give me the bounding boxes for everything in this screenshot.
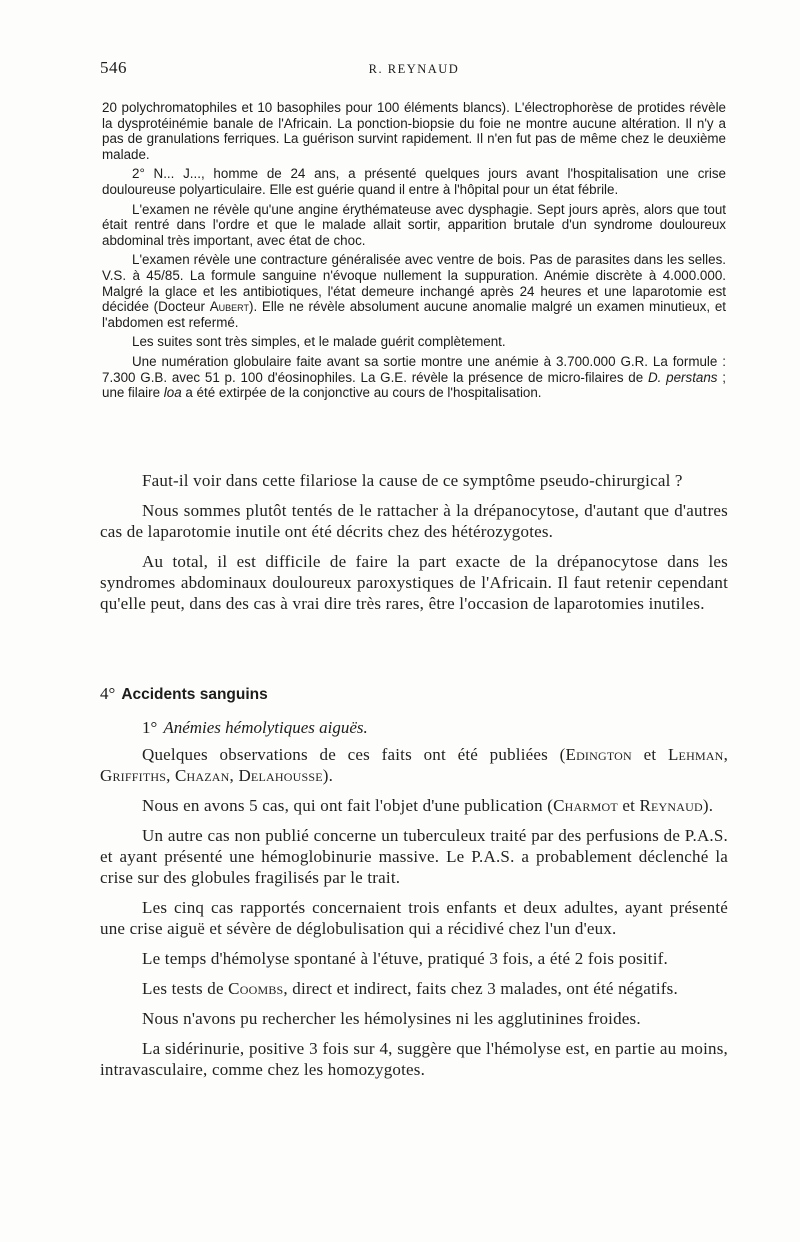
section-paragraph-7: Nous n'avons pu rechercher les hémolysines ni les agglutinines froides. (142, 1009, 641, 1028)
section-paragraph-8: La sidérinurie, positive 3 fois sur 4, suggère que l'hémolyse est, en partie au moins, intravasculaire, comme chez les homozygotes. (100, 1039, 728, 1079)
section-paragraph-3: Un autre cas non publié concerne un tuberculeux traité par des perfusions de P.A.S. et ayant présenté une hémoglobinurie massive. Le P.A.S. a probablement déclenché la crise sur des globules fragilisés par le trait. (100, 826, 728, 887)
body-paragraph-3: Au total, il est difficile de faire la part exacte de la drépanocytose dans les syndromes abdominaux douloureux paroxystiques de l'Africain. Il faut retenir cependant qu'elle peut, dans des cas à vrai dire très rares, être l'occasion de laparotomies inutiles. (100, 552, 728, 613)
page-number: 546 (100, 58, 127, 77)
subsection-heading (142, 718, 728, 738)
section-heading (100, 684, 728, 704)
section-paragraph-4: Les cinq cas rapportés concernaient trois enfants et deux adultes, ayant présenté une crise aiguë et sévère de déglobulisation qui a récidivé chez l'un d'eux. (100, 898, 728, 938)
section-paragraph-5: Le temps d'hémolyse spontané à l'étuve, pratiqué 3 fois, a été 2 fois positif. (142, 949, 668, 968)
case-report-block (102, 100, 726, 405)
subsection-number: 1° (142, 718, 158, 737)
section-number: 4° (100, 684, 116, 703)
case-paragraph-6: Une numération globulaire faite avant sa sortie montre une anémie à 3.700.000 G.R. La formule : 7.300 G.B. avec 51 p. 100 d'éosinophiles. La G.E. révèle la présence de micro-filaires de D. perstans ; une filaire loa a été extirpée de la conjonctive au cours de l'hospitalisation. (102, 353, 726, 401)
case-paragraph-4: L'examen révèle une contracture généralisée avec ventre de bois. Pas de parasites dans les selles. V.S. à 45/85. La formule sanguine n'évoque nullement la suppuration. Anémie discrète à 4.000.000. Malgré la glace et les antibiotiques, l'état demeure inchangé après 24 heures et une laparotomie est décidée (Docteur Aubert). Elle ne révèle absolument aucune anomalie malgré un examen minutieux, et l'abdomen est refermé. (102, 252, 726, 330)
case-paragraph-2: 2° N... J..., homme de 24 ans, a présenté quelques jours avant l'hospitalisation une crise douloureuse polyarticulaire. Elle est guérie quand il entre à l'hôpital pour un état fébrile. (102, 166, 726, 197)
running-head: R. REYNAUD (368, 62, 460, 76)
page-header (100, 58, 728, 82)
author-name: Aubert (209, 299, 249, 315)
species-loa: loa (163, 385, 182, 401)
case-paragraph-1: 20 polychromatophiles et 10 basophiles pour 100 éléments blancs). L'électrophorèse de protides révèle la dysprotéinémie banale de l'Africain. La ponction-biopsie du foie ne montre aucune altération. Il n'y a pas de granulations ferriques. La guérison survint rapidement. Il n'en fut pas de même chez le deuxième malade. (102, 100, 726, 162)
body-paragraph-1: Faut-il voir dans cette filariose la cause de ce symptôme pseudo-chirurgical ? (142, 471, 683, 490)
discussion-block (100, 470, 728, 623)
section-paragraph-2: Nous en avons 5 cas, qui ont fait l'objet d'une publication (Charmot et Reynaud). (142, 796, 714, 815)
section-paragraph-1: Quelques observations de ces faits ont été publiées (Edington et Lehman, Griffiths, Chazan, Delahousse). (100, 745, 729, 785)
subsection-title: Anémies hémolytiques aiguës. (163, 718, 368, 737)
section-title: Accidents sanguins (121, 686, 268, 703)
case-paragraph-3: L'examen ne révèle qu'une angine érythémateuse avec dysphagie. Sept jours après, alors que tout était rentré dans l'ordre et que le malade allait sortir, apparition brutale d'un syndrome douloureux abdominal très important, avec état de choc. (102, 201, 726, 248)
body-paragraph-2: Nous sommes plutôt tentés de le rattacher à la drépanocytose, d'autant que d'autres cas de laparotomie inutile ont été décrits chez des hétérozygotes. (100, 501, 728, 541)
section-paragraph-6: Les tests de Coombs, direct et indirect, faits chez 3 malades, ont été négatifs. (142, 979, 678, 998)
case-paragraph-5: Les suites sont très simples, et le malade guérit complètement. (132, 334, 506, 350)
species-name: D. perstans (647, 369, 718, 385)
section-body (100, 744, 728, 1089)
